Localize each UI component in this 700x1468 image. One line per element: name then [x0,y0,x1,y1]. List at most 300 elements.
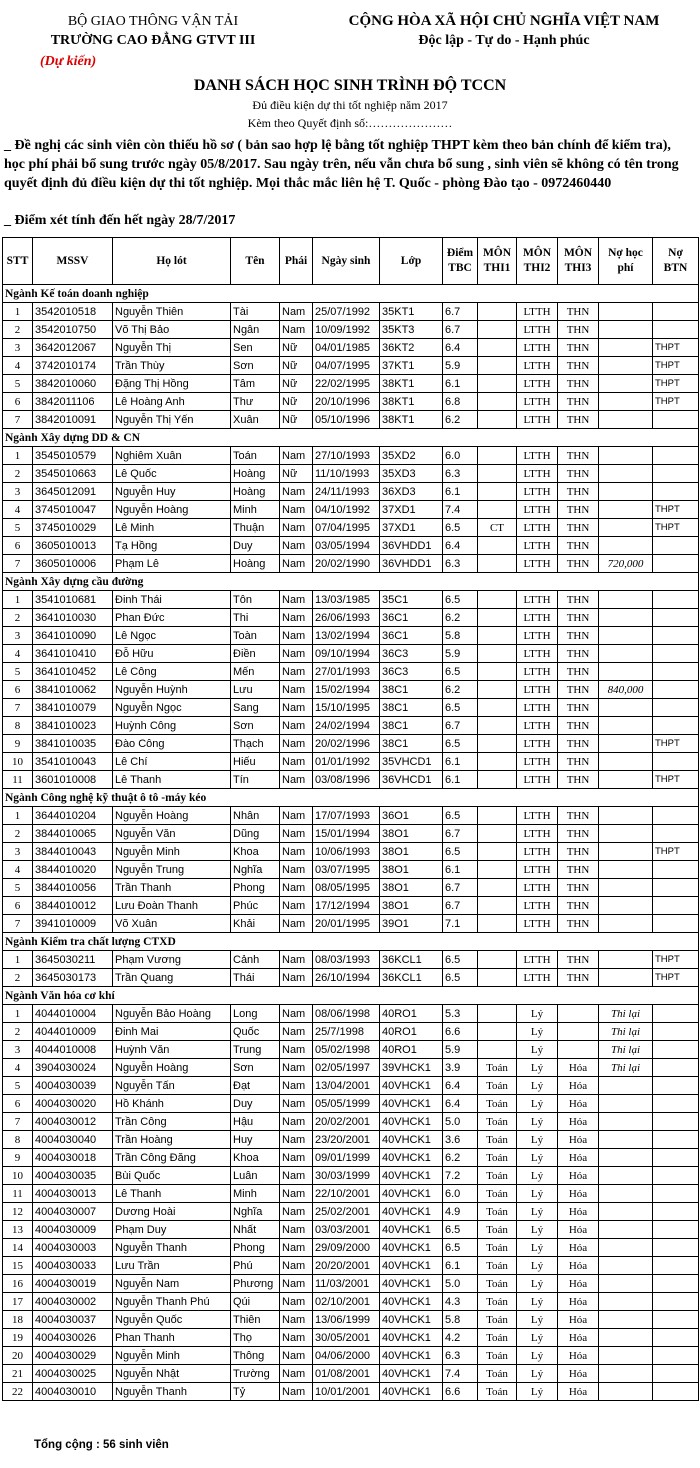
cell-birth-date: 03/07/1995 [313,861,380,879]
cell-exam3: Hóa [558,1221,599,1239]
cell-gpa: 6.7 [443,303,478,321]
cell-given-name: Toán [231,447,280,465]
cell-gender: Nam [280,645,313,663]
page-title: DANH SÁCH HỌC SINH TRÌNH ĐỘ TCCN [193,77,507,94]
cell-mssv: 3844010012 [33,897,113,915]
table-row [3,735,699,753]
cell-gpa: 6.0 [443,447,478,465]
cell-class: 36VHDD1 [380,537,443,555]
cell-exam1 [478,843,517,861]
cell-diploma-debt [653,1239,699,1257]
cell-diploma-debt [653,447,699,465]
cell-surname: Nguyễn Minh [113,843,231,861]
cell-surname: Dương Hoài [113,1203,231,1221]
cell-exam3: THN [558,807,599,825]
cell-exam1 [478,411,517,429]
cell-diploma-debt [653,1383,699,1401]
table-row [3,465,699,483]
table-row [3,483,699,501]
cell-gender: Nam [280,1221,313,1239]
cell-class: 36KCL1 [380,951,443,969]
cell-stt: 4 [3,501,33,519]
cell-exam3: Hóa [558,1095,599,1113]
cell-gender: Nam [280,1383,313,1401]
cell-class: 38O1 [380,843,443,861]
cell-exam2: Lý [517,1167,558,1185]
cell-birth-date: 20/02/2001 [313,1113,380,1131]
cell-gender: Nam [280,1329,313,1347]
cell-exam1 [478,753,517,771]
cell-tuition-debt [599,447,653,465]
cell-stt: 3 [3,483,33,501]
cell-given-name: Tài [231,303,280,321]
cell-gender: Nam [280,843,313,861]
cell-exam1: Toán [478,1077,517,1095]
cell-gpa: 6.4 [443,339,478,357]
cell-exam3: Hóa [558,1275,599,1293]
cell-exam2: LTTH [517,609,558,627]
cell-stt: 16 [3,1275,33,1293]
cell-exam2: LTTH [517,555,558,573]
cell-surname: Trần Công [113,1113,231,1131]
cell-exam1 [478,483,517,501]
cell-diploma-debt [653,555,699,573]
cell-class: 38O1 [380,825,443,843]
cell-gender: Nam [280,1149,313,1167]
cell-birth-date: 11/03/2001 [313,1275,380,1293]
cell-gender: Nam [280,1185,313,1203]
cell-class: 40VHCK1 [380,1257,443,1275]
cell-birth-date: 25/7/1998 [313,1023,380,1041]
cell-exam2: LTTH [517,699,558,717]
cell-exam3: THN [558,915,599,933]
cell-class: 35C1 [380,591,443,609]
cell-given-name: Khoa [231,843,280,861]
cell-given-name: Ngân [231,321,280,339]
cell-birth-date: 13/06/1999 [313,1311,380,1329]
cell-gender: Nam [280,627,313,645]
table-row [3,1131,699,1149]
cell-mssv: 3642012067 [33,339,113,357]
cell-exam1 [478,951,517,969]
cell-exam3: Hóa [558,1113,599,1131]
cell-class: 38KT1 [380,411,443,429]
cell-exam2: LTTH [517,843,558,861]
cell-exam2: Lý [517,1293,558,1311]
cell-gender: Nữ [280,339,313,357]
cell-exam1 [478,447,517,465]
cell-diploma-debt: THPT [653,771,699,789]
cell-diploma-debt [653,1329,699,1347]
cell-diploma-debt: THPT [653,393,699,411]
cell-exam3: THN [558,771,599,789]
cell-gender: Nam [280,663,313,681]
cell-tuition-debt [599,1095,653,1113]
cell-birth-date: 03/05/1994 [313,537,380,555]
cell-stt: 17 [3,1293,33,1311]
cell-mssv: 4004030039 [33,1077,113,1095]
table-row [3,771,699,789]
cell-exam3 [558,1005,599,1023]
cell-given-name: Xuân [231,411,280,429]
cell-stt: 1 [3,591,33,609]
group-row [3,789,699,807]
cell-gender: Nam [280,735,313,753]
table-row [3,1149,699,1167]
cell-exam3: Hóa [558,1383,599,1401]
cell-gpa: 7.4 [443,1365,478,1383]
cell-stt: 1 [3,807,33,825]
cell-exam1 [478,465,517,483]
cell-gender: Nam [280,699,313,717]
col-header-exam3: MÔN THI3 [558,238,599,285]
cell-birth-date: 24/11/1993 [313,483,380,501]
cell-gender: Nam [280,1239,313,1257]
cell-gender: Nam [280,1167,313,1185]
table-row [3,843,699,861]
cell-exam1 [478,807,517,825]
cell-tuition-debt [599,537,653,555]
table-row [3,339,699,357]
cell-diploma-debt [653,1131,699,1149]
cell-gpa: 6.3 [443,1347,478,1365]
cell-exam1: Toán [478,1203,517,1221]
cell-class: 35KT3 [380,321,443,339]
cell-mssv: 3641010452 [33,663,113,681]
cell-stt: 5 [3,1077,33,1095]
cell-gender: Nam [280,1365,313,1383]
cell-class: 40VHCK1 [380,1167,443,1185]
cell-given-name: Luân [231,1167,280,1185]
cell-surname: Đào Công [113,735,231,753]
table-row [3,1221,699,1239]
cell-gender: Nam [280,1005,313,1023]
cell-exam2: Lý [517,1023,558,1041]
cell-exam1 [478,825,517,843]
cell-tuition-debt [599,1203,653,1221]
cell-given-name: Huy [231,1131,280,1149]
cell-surname: Nguyễn Bảo Hoàng [113,1005,231,1023]
cell-exam3: THN [558,699,599,717]
cell-stt: 5 [3,375,33,393]
cell-mssv: 3844010056 [33,879,113,897]
cell-diploma-debt [653,321,699,339]
cell-gpa: 7.4 [443,501,478,519]
cell-tuition-debt [599,843,653,861]
cell-exam1 [478,501,517,519]
cell-mssv: 3645030211 [33,951,113,969]
table-row [3,1005,699,1023]
cell-tuition-debt [599,411,653,429]
group-row [3,573,699,591]
table-row [3,609,699,627]
table-row [3,753,699,771]
cell-birth-date: 04/01/1985 [313,339,380,357]
cell-class: 40VHCK1 [380,1113,443,1131]
cell-surname: Nguyễn Hoàng [113,1059,231,1077]
cell-gpa: 4.3 [443,1293,478,1311]
cell-stt: 9 [3,735,33,753]
cell-gpa: 5.8 [443,1311,478,1329]
cell-diploma-debt [653,879,699,897]
table-row [3,663,699,681]
cell-given-name: Sơn [231,357,280,375]
cell-exam2: LTTH [517,969,558,987]
group-row [3,285,699,303]
cell-surname: Võ Thị Bảo [113,321,231,339]
cell-stt: 6 [3,897,33,915]
cell-tuition-debt: Thi lại [599,1023,653,1041]
cell-given-name: Duy [231,1095,280,1113]
group-name: Ngành Văn hóa cơ khí [3,987,699,1005]
cell-class: 40VHCK1 [380,1275,443,1293]
cell-surname: Nguyễn Thiên [113,303,231,321]
cell-stt: 11 [3,771,33,789]
cell-birth-date: 13/04/2001 [313,1077,380,1095]
cell-diploma-debt [653,1275,699,1293]
cell-mssv: 3904030024 [33,1059,113,1077]
cell-mssv: 3641010410 [33,645,113,663]
cell-class: 36C3 [380,663,443,681]
cell-gpa: 3.6 [443,1131,478,1149]
cell-mssv: 3645012091 [33,483,113,501]
cell-stt: 13 [3,1221,33,1239]
cell-diploma-debt [653,681,699,699]
cell-stt: 2 [3,969,33,987]
cell-diploma-debt [653,1257,699,1275]
group-name: Ngành Kiểm tra chất lượng CTXD [3,933,699,951]
cell-exam3: THN [558,879,599,897]
cell-exam1 [478,915,517,933]
cell-exam3: Hóa [558,1167,599,1185]
cell-mssv: 4004030025 [33,1365,113,1383]
cell-exam2: LTTH [517,393,558,411]
cell-gpa: 7.1 [443,915,478,933]
cell-birth-date: 11/10/1993 [313,465,380,483]
cell-stt: 3 [3,1041,33,1059]
cell-tuition-debt [599,1149,653,1167]
cell-gpa: 5.9 [443,645,478,663]
cell-exam2: LTTH [517,771,558,789]
cell-tuition-debt [599,897,653,915]
cell-stt: 2 [3,825,33,843]
cell-exam1: Toán [478,1383,517,1401]
cell-tuition-debt [599,321,653,339]
cell-stt: 3 [3,843,33,861]
table-row [3,321,699,339]
cell-birth-date: 30/05/2001 [313,1329,380,1347]
cell-mssv: 3841010079 [33,699,113,717]
cell-surname: Lê Quốc [113,465,231,483]
cell-diploma-debt: THPT [653,969,699,987]
cell-surname: Nguyễn Minh [113,1347,231,1365]
cell-class: 36C3 [380,645,443,663]
cell-class: 39VHCK1 [380,1059,443,1077]
table-row [3,807,699,825]
cell-exam2: Lý [517,1077,558,1095]
cell-class: 38C1 [380,699,443,717]
table-row [3,447,699,465]
cell-tuition-debt [599,753,653,771]
cell-tuition-debt [599,303,653,321]
cell-diploma-debt [653,699,699,717]
cell-diploma-debt [653,465,699,483]
cell-stt: 15 [3,1257,33,1275]
group-row [3,933,699,951]
cell-gpa: 6.3 [443,465,478,483]
cell-exam1 [478,861,517,879]
cell-exam3: THN [558,609,599,627]
cell-exam3: Hóa [558,1257,599,1275]
cell-birth-date: 15/10/1995 [313,699,380,717]
cell-mssv: 4004030020 [33,1095,113,1113]
cell-birth-date: 03/03/2001 [313,1221,380,1239]
table-row [3,1203,699,1221]
cell-gpa: 5.8 [443,627,478,645]
cell-surname: Phạm Vương [113,951,231,969]
col-header-exam1: MÔN THI1 [478,238,517,285]
cell-tuition-debt [599,591,653,609]
cell-surname: Đặng Thị Hồng [113,375,231,393]
cell-diploma-debt [653,1149,699,1167]
table-row [3,1383,699,1401]
table-row [3,717,699,735]
cell-given-name: Thọ [231,1329,280,1347]
cell-exam1: Toán [478,1347,517,1365]
cell-birth-date: 20/20/2001 [313,1257,380,1275]
cell-birth-date: 05/02/1998 [313,1041,380,1059]
cell-exam2: Lý [517,1041,558,1059]
cell-class: 38C1 [380,681,443,699]
cell-birth-date: 26/06/1993 [313,609,380,627]
cell-birth-date: 23/20/2001 [313,1131,380,1149]
cell-exam1 [478,627,517,645]
cell-tuition-debt [599,375,653,393]
cell-mssv: 3941010009 [33,915,113,933]
cell-exam2: LTTH [517,915,558,933]
cell-gender: Nam [280,1203,313,1221]
cell-stt: 3 [3,627,33,645]
cell-given-name: Điền [231,645,280,663]
cell-stt: 7 [3,915,33,933]
cell-exam3: THN [558,951,599,969]
cell-birth-date: 04/10/1992 [313,501,380,519]
table-row [3,1185,699,1203]
cell-given-name: Thuận [231,519,280,537]
cell-given-name: Qúi [231,1293,280,1311]
cell-exam2: LTTH [517,861,558,879]
cell-tuition-debt [599,1293,653,1311]
cell-birth-date: 04/06/2000 [313,1347,380,1365]
cell-given-name: Thư [231,393,280,411]
school-name: TRƯỜNG CAO ĐẲNG GTVT III [50,33,256,48]
cell-gpa: 5.9 [443,1041,478,1059]
cell-tuition-debt [599,825,653,843]
cell-exam2: LTTH [517,681,558,699]
cell-tuition-debt [599,1077,653,1095]
header-right [318,12,690,50]
cell-exam2: Lý [517,1257,558,1275]
cell-surname: Huỳnh Văn [113,1041,231,1059]
cell-gpa: 7.2 [443,1167,478,1185]
cell-exam1: Toán [478,1149,517,1167]
cell-exam2: LTTH [517,627,558,645]
cell-given-name: Tâm [231,375,280,393]
cell-diploma-debt [653,1203,699,1221]
cell-gender: Nam [280,681,313,699]
cell-tuition-debt [599,1185,653,1203]
table-row [3,537,699,555]
cell-exam3 [558,1041,599,1059]
cell-diploma-debt [653,1347,699,1365]
cell-given-name: Tín [231,771,280,789]
cell-stt: 7 [3,411,33,429]
cell-stt: 19 [3,1329,33,1347]
cell-diploma-debt [653,825,699,843]
cell-diploma-debt: THPT [653,339,699,357]
cell-given-name: Nhất [231,1221,280,1239]
cell-birth-date: 05/05/1999 [313,1095,380,1113]
cell-diploma-debt: THPT [653,951,699,969]
cell-gender: Nam [280,951,313,969]
cell-stt: 2 [3,465,33,483]
cell-diploma-debt [653,1059,699,1077]
table-row [3,411,699,429]
cell-surname: Nguyễn Hoàng [113,807,231,825]
cell-birth-date: 22/02/1995 [313,375,380,393]
cell-given-name: Long [231,1005,280,1023]
student-table [2,237,699,1401]
cell-given-name: Tôn [231,591,280,609]
table-row [3,1257,699,1275]
cell-tuition-debt [599,501,653,519]
cell-gender: Nam [280,447,313,465]
cell-exam1: Toán [478,1365,517,1383]
cutoff-note: _ Điểm xét tính đến hết ngày 28/7/2017 [4,213,236,228]
table-row [3,699,699,717]
cell-surname: Phạm Lê [113,555,231,573]
cell-tuition-debt [599,1131,653,1149]
table-row [3,1077,699,1095]
cell-given-name: Thiên [231,1311,280,1329]
cell-gpa: 4.9 [443,1203,478,1221]
table-row [3,357,699,375]
cell-surname: Nguyễn Ngọc [113,699,231,717]
table-row [3,1023,699,1041]
cell-exam3: Hóa [558,1239,599,1257]
cell-diploma-debt: THPT [653,501,699,519]
cell-gpa: 6.5 [443,519,478,537]
cell-surname: Nguyễn Huy [113,483,231,501]
cell-surname: Nguyễn Tấn [113,1077,231,1095]
cell-gpa: 6.6 [443,1383,478,1401]
cell-mssv: 4004030035 [33,1167,113,1185]
page-subtitle: Đủ điều kiện dự thi tốt nghiệp năm 2017 [252,98,448,112]
cell-gpa: 4.2 [443,1329,478,1347]
cell-given-name: Thạch [231,735,280,753]
cell-gender: Nam [280,807,313,825]
cell-exam1: Toán [478,1095,517,1113]
cell-gpa: 6.4 [443,1077,478,1095]
cell-surname: Hồ Khánh [113,1095,231,1113]
cell-gpa: 6.5 [443,951,478,969]
cell-given-name: Phương [231,1275,280,1293]
cell-class: 40VHCK1 [380,1329,443,1347]
table-row [3,627,699,645]
cell-gpa: 6.1 [443,375,478,393]
cell-exam2: LTTH [517,501,558,519]
cell-exam1: Toán [478,1311,517,1329]
